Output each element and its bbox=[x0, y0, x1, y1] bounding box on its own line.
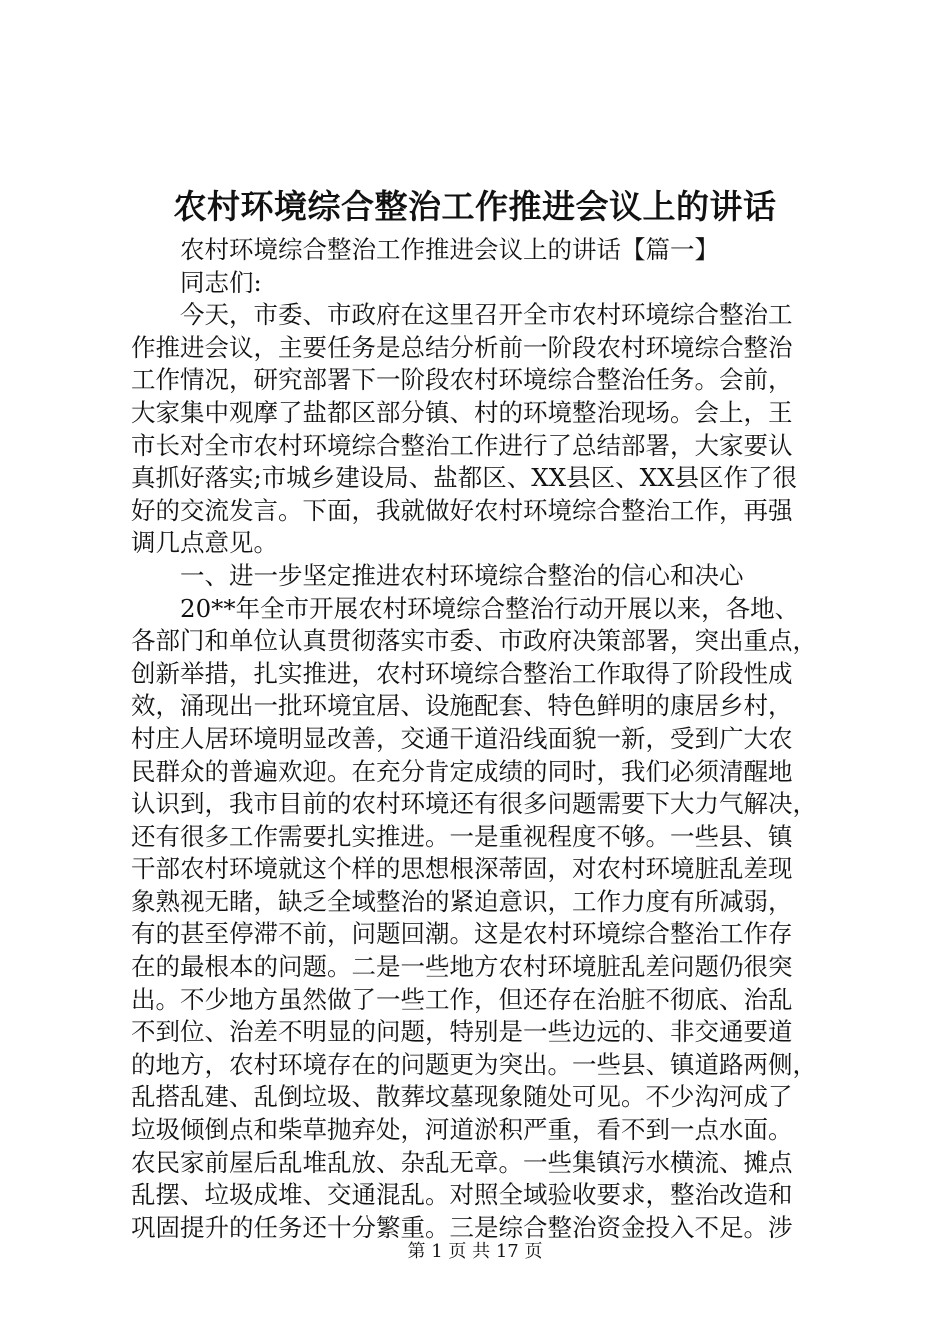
body-line: 20**年全市开展农村环境综合整治行动开展以来，各地、 bbox=[180, 593, 800, 623]
document-title: 农村环境综合整治工作推进会议上的讲话 bbox=[173, 187, 777, 226]
body-line: 大家集中观摩了盐都区部分镇、村的环境整治现场。会上，王 bbox=[131, 397, 793, 427]
body-line: 干部农村环境就这个样的思想根深蒂固，对农村环境脏乱差现 bbox=[131, 854, 793, 884]
body-line: 还有很多工作需要扎实推进。一是重视程度不够。一些县、镇 bbox=[131, 821, 793, 851]
body-line: 村庄人居环境明显改善，交通干道沿线面貌一新，受到广大农 bbox=[131, 723, 793, 753]
body-line: 调几点意见。 bbox=[131, 528, 278, 558]
body-line: 有的甚至停滞不前，问题回潮。这是农村环境综合整治工作存 bbox=[131, 919, 793, 949]
body-line: 巩固提升的任务还十分繁重。三是综合整治资金投入不足。涉 bbox=[131, 1212, 793, 1242]
body-line: 一、进一步坚定推进农村环境综合整治的信心和决心 bbox=[180, 560, 744, 590]
body-line: 农民家前屋后乱堆乱放、杂乱无章。一些集镇污水横流、摊点 bbox=[131, 1147, 793, 1177]
body-line: 在的最根本的问题。二是一些地方农村环境脏乱差问题仍很突 bbox=[131, 952, 793, 982]
document-body bbox=[131, 234, 851, 1244]
body-line: 工作情况，研究部署下一阶段农村环境综合整治任务。会前， bbox=[131, 365, 793, 395]
body-line: 效，涌现出一批环境宜居、设施配套、特色鲜明的康居乡村， bbox=[131, 691, 793, 721]
body-line: 同志们: bbox=[180, 267, 262, 297]
body-line: 好的交流发言。下面，我就做好农村环境综合整治工作，再强 bbox=[131, 495, 793, 525]
body-line: 作推进会议，主要任务是总结分析前一阶段农村环境综合整治 bbox=[131, 332, 793, 362]
body-line: 民群众的普遍欢迎。在充分肯定成绩的同时，我们必须清醒地 bbox=[131, 756, 793, 786]
body-line: 农村环境综合整治工作推进会议上的讲话【篇一】 bbox=[180, 235, 719, 264]
body-line: 出。不少地方虽然做了一些工作，但还存在治脏不彻底、治乱 bbox=[131, 984, 793, 1014]
body-line: 认识到，我市目前的农村环境还有很多问题需要下大力气解决， bbox=[131, 789, 817, 819]
body-line: 垃圾倾倒点和柴草抛弃处，河道淤积严重，看不到一点水面。 bbox=[131, 1115, 793, 1145]
body-line: 各部门和单位认真贯彻落实市委、市政府决策部署，突出重点， bbox=[131, 626, 817, 656]
body-line: 的地方，农村环境存在的问题更为突出。一些县、镇道路两侧， bbox=[131, 1049, 817, 1079]
body-line: 乱搭乱建、乱倒垃圾、散葬坟墓现象随处可见。不少沟河成了 bbox=[131, 1082, 793, 1112]
body-line: 创新举措，扎实推进，农村环境综合整治工作取得了阶段性成 bbox=[131, 658, 793, 688]
body-line: 不到位、治差不明显的问题，特别是一些边远的、非交通要道 bbox=[131, 1017, 793, 1047]
body-line: 真抓好落实;市城乡建设局、盐都区、XX县区、XX县区作了很 bbox=[131, 463, 798, 493]
body-line: 市长对全市农村环境综合整治工作进行了总结部署，大家要认 bbox=[131, 430, 793, 460]
page-number-footer: 第 1 页 共 17 页 bbox=[407, 1241, 543, 1262]
body-line: 乱摆、垃圾成堆、交通混乱。对照全域验收要求，整治改造和 bbox=[131, 1180, 793, 1210]
body-line: 象熟视无睹，缺乏全域整治的紧迫意识，工作力度有所减弱， bbox=[131, 886, 793, 916]
body-line: 今天，市委、市政府在这里召开全市农村环境综合整治工 bbox=[180, 300, 793, 330]
